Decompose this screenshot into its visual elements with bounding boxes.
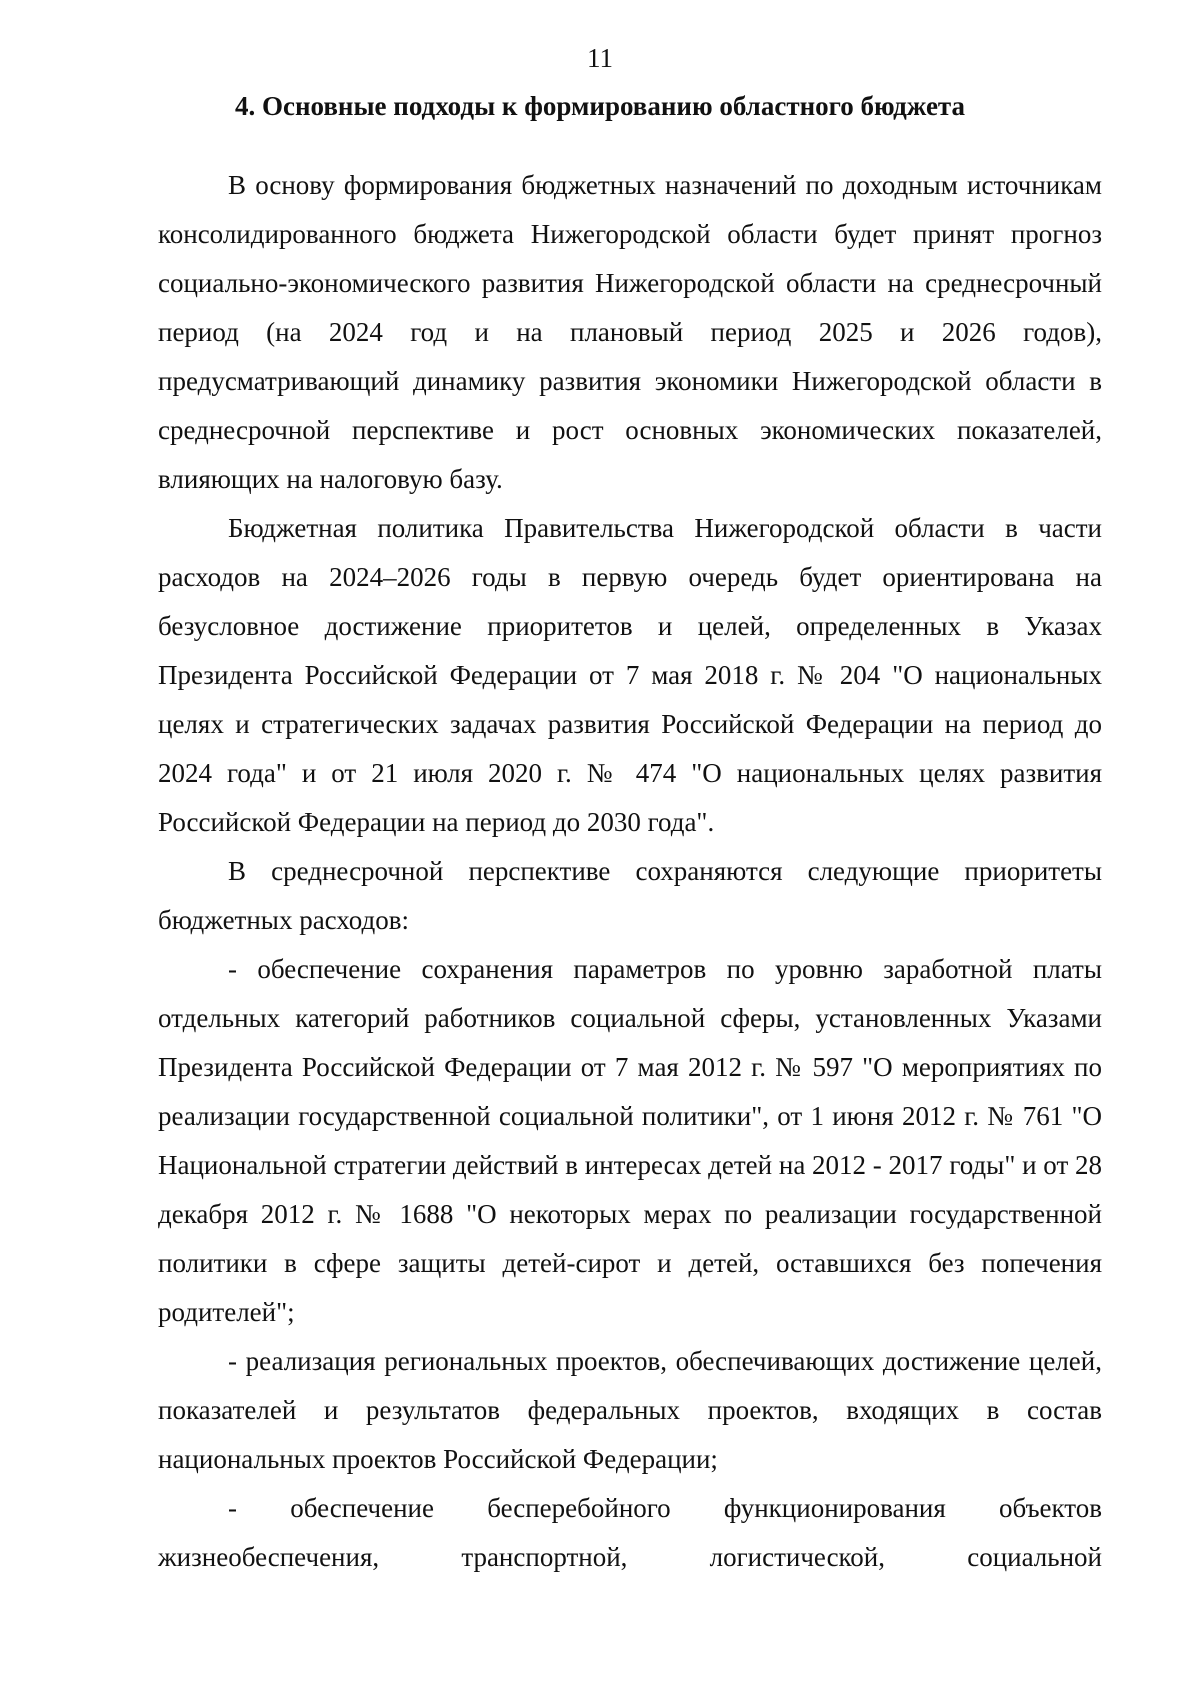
- page-number: 11: [587, 43, 613, 73]
- paragraph-budget-policy: Бюджетная политика Правительства Нижегородской области в части расходов на 2024–2026 годы в первую очередь будет ориентирована на безусловное достижение приоритетов и целей, определенных в Указах Президента Российской Федерации от 7 мая 2018 г. № 204 "О национальных целях и стратегических задачах развития Российской Федерации на период до 2024 года" и от 21 июля 2020 г. № 474 "О национальных целях развития Российской Федерации на период до 2030 года".: [158, 513, 1102, 837]
- list-item-infrastructure: - обеспечение бесперебойного функционирования объектов жизнеобеспечения, транспортной, логистической, социальной: [158, 1493, 1102, 1572]
- paragraph-revenue-basis: В основу формирования бюджетных назначений по доходным источникам консолидированного бюджета Нижегородской области будет принят прогноз социально-экономического развития Нижегородской области на среднесрочный период (на 2024 год и на плановый период 2025 и 2026 годов), предусматривающий динамику развития экономики Нижегородской области в среднесрочной перспективе и рост основных экономических показателей, влияющих на налоговую базу.: [158, 170, 1102, 494]
- body-text: [158, 161, 1102, 1582]
- paragraph-priorities-intro: В среднесрочной перспективе сохраняются следующие приоритеты бюджетных расходов:: [158, 856, 1102, 935]
- list-item-salary-parameters: - обеспечение сохранения параметров по уровню заработной платы отдельных категорий работников социальной сферы, установленных Указами Президента Российской Федерации от 7 мая 2012 г. № 597 "О мероприятиях по реализации государственной социальной политики", от 1 июня 2012 г. № 761 "О Национальной стратегии действий в интересах детей на 2012 - 2017 годы" и от 28 декабря 2012 г. № 1688 "О некоторых мерах по реализации государственной политики в сфере защиты детей-сирот и детей, оставшихся без попечения родителей";: [158, 954, 1102, 1327]
- list-item-regional-projects: - реализация региональных проектов, обеспечивающих достижение целей, показателей и результатов федеральных проектов, входящих в состав национальных проектов Российской Федерации;: [158, 1346, 1102, 1474]
- section-heading: 4. Основные подходы к формированию областного бюджета: [234, 91, 966, 121]
